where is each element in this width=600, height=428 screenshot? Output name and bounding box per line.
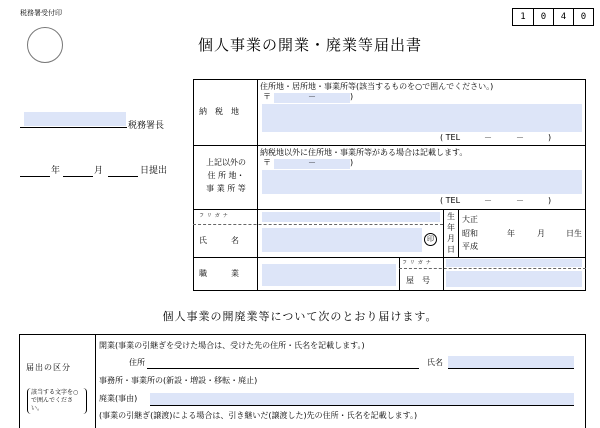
successor-address-label: 住所 [129,358,145,367]
tax-tel-line: ( TEL － － ) [440,133,552,142]
era-heisei[interactable]: 平成 [462,242,478,251]
closure-reason-field[interactable] [150,393,574,405]
birth-label-divider [458,209,459,257]
other-address-label-line-3: 事 業 所 等 [206,184,246,193]
name-furigana-label: フリガナ [199,213,231,219]
tax-office-underline [20,127,127,128]
tax-office-field[interactable] [24,112,126,126]
successor-address-field[interactable] [147,368,419,369]
birth-label-char-4: 日 [447,245,455,254]
submit-year-field[interactable] [20,176,50,177]
successor-name-underline [448,368,574,369]
other-postal-close: ) [350,158,354,167]
trade-furigana-field[interactable] [446,259,582,267]
name-furigana-field[interactable] [262,212,440,222]
other-address-label [197,156,255,195]
submit-year-label: 年 [51,166,61,176]
notification-line-3: 廃業(事由) [99,394,138,403]
submit-day-label: 日提出 [140,166,168,176]
birth-label [444,211,458,255]
notification-line-4: (事業の引継ぎ(譲渡)による場合は、引き継いだ(譲渡した)先の住所・氏名を記載します。) [99,411,418,420]
closure-reason-underline [150,405,574,406]
trade-furigana-divider [399,268,586,269]
trade-furigana-label: フリガナ [402,260,434,266]
row-divider-3 [193,257,586,258]
other-address-label-line-2: 住 所 地・ [207,171,245,180]
birth-label-char-1: 生 [447,212,455,221]
other-postal-dash: － [308,158,316,167]
form-code-digit-3: 4 [553,8,573,26]
postal-mark: 〒 [263,92,271,101]
era-showa[interactable]: 昭和 [462,229,478,238]
notification-section-label: 届出の区分 [26,363,71,372]
submit-day-field[interactable] [108,176,138,177]
successor-name-label: 氏名 [427,358,443,367]
name-field[interactable] [262,228,422,252]
form-code-digit-2: 0 [533,8,553,26]
tax-office-suffix: 税務署長 [128,121,165,131]
receipt-stamp-circle [27,27,63,63]
row-divider-2 [193,209,586,210]
notification-line-1: 開業(事業の引継ぎを受けた場合は、受けた先の住所・氏名を記載します。) [99,341,365,350]
birth-month-unit: 月 [537,229,545,238]
other-tel-line: ( TEL － － ) [440,196,552,205]
postal-dash: － [308,92,316,101]
occupation-field[interactable] [262,264,396,286]
name-furigana-divider [193,224,443,225]
other-address-note: 納税地以外に住所地・事業所等がある場合は記載します。 [260,148,468,157]
notification-section-note: 該当する文字を○で囲んでください。 [27,388,87,414]
birth-year-unit: 年 [507,229,515,238]
other-address-label-line-1: 上記以外の [206,158,246,167]
notification-label-divider [95,334,96,428]
name-label: 氏 名 [199,236,239,245]
form-title: 個人事業の開業・廃業等届出書 [197,36,422,54]
other-address-field[interactable] [262,170,582,194]
label-col-divider [257,79,258,291]
occupation-label: 職 業 [199,269,239,278]
stamp-label: 税務署受付印 [20,9,62,17]
notification-line-2: 事務所・事業所の(新設・増設・移転・廃止) [99,376,258,385]
successor-name-field[interactable] [448,356,574,368]
row-divider-1 [193,145,586,146]
form-code-digit-4: 0 [573,8,593,26]
tax-address-label: 納 税 地 [199,107,239,116]
era-taisho[interactable]: 大正 [462,215,478,224]
tax-address-field[interactable] [262,104,582,132]
form-code-digit-1: 1 [520,12,526,22]
submit-month-field[interactable] [63,176,93,177]
trade-name-label: 屋 号 [406,276,430,285]
trade-name-field[interactable] [446,271,582,287]
postal-close: ) [350,92,354,101]
trade-label-divider [443,257,444,291]
submit-month-label: 月 [94,166,104,176]
birth-label-char-3: 月 [447,234,455,243]
tax-address-note: 住所地・居所地・事業所等(該当するものを○で囲んでください。) [260,82,494,91]
declaration-text: 個人事業の開廃業等について次のとおり届けます。 [162,310,438,323]
seal-mark: 印 [424,233,437,246]
other-postal-mark: 〒 [263,158,271,167]
birth-day-unit: 日生 [566,229,582,238]
birth-label-char-2: 年 [447,223,455,232]
trade-col-divider [399,257,400,291]
